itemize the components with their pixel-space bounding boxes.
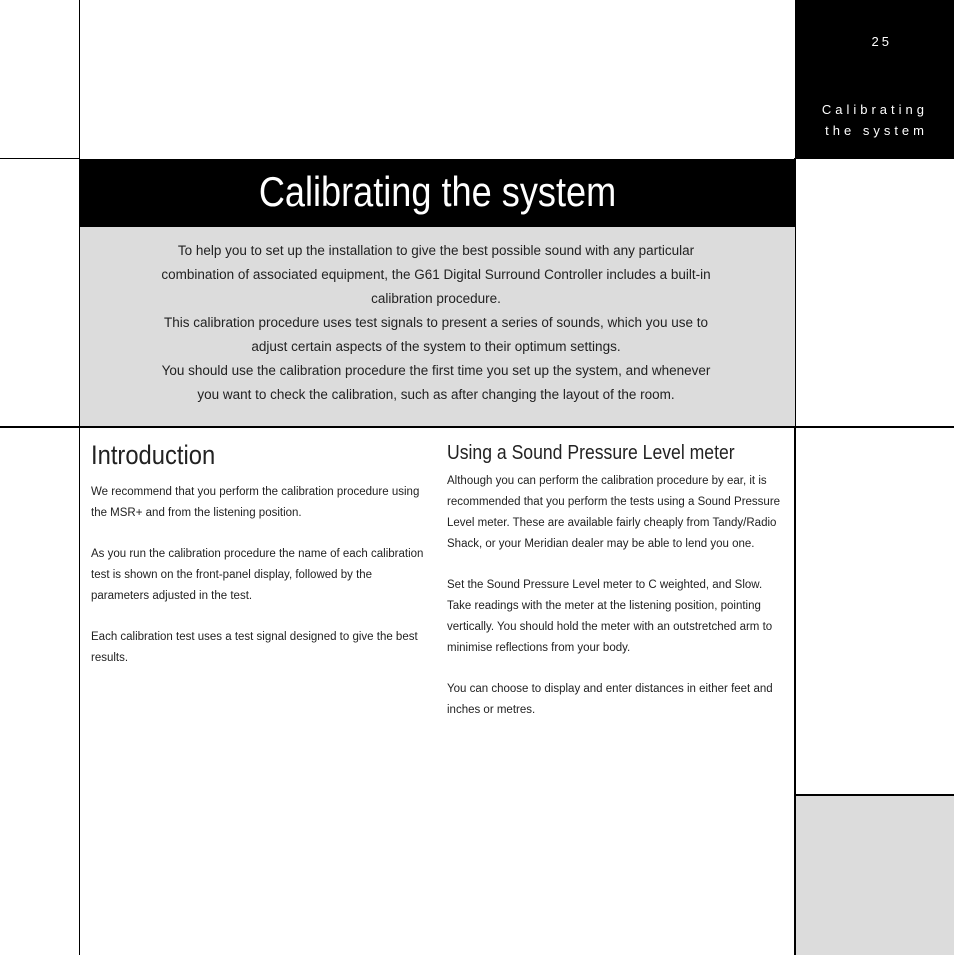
spl-meter-paragraph: You can choose to display and enter distances in either feet and inches or metres.	[447, 683, 773, 716]
intro-paragraph: You should use the calibration procedure the first time you set up the system, and whenever you want to check the calibration, such as after changing the layout of the room.	[161, 363, 711, 402]
introduction-heading: Introduction	[91, 440, 216, 470]
page-number: 25	[871, 34, 892, 49]
top-left-rule	[0, 158, 80, 159]
introduction-paragraph: As you run the calibration procedure the name of each calibration test is shown on the front-panel display, followed by the parameters adjusted in the test.	[91, 548, 424, 602]
page-corner-tab	[795, 0, 954, 159]
introduction-paragraph: Each calibration test uses a test signal designed to give the best results.	[91, 631, 418, 664]
intro-paragraph: This calibration procedure uses test signals to present a series of sounds, which you use to adjust certain aspects of the system to their optimum settings.	[163, 315, 709, 354]
right-bottom-panel	[796, 796, 954, 955]
spl-meter-paragraph: Although you can perform the calibration procedure by ear, it is recommended that you perform the tests using a Sound Pressure Level meter. These are available fairly cheaply from Tandy/Radio Shack, or your Meridian dealer may be able to lend you one.	[447, 475, 781, 550]
introduction-column	[91, 438, 426, 689]
introduction-paragraph: We recommend that you perform the calibration procedure using the MSR+ and from the listening position.	[91, 486, 420, 519]
spl-meter-paragraph: Set the Sound Pressure Level meter to C weighted, and Slow. Take readings with the meter at the listening position, pointing vertically. You should hold the meter with an outstretched arm to minimise reflections from your body.	[447, 579, 773, 654]
section-label: Calibrating the system	[821, 102, 928, 138]
intro-text	[156, 239, 716, 407]
intro-band	[80, 227, 795, 426]
spl-meter-column	[447, 438, 787, 741]
intro-paragraph: To help you to set up the installation to give the best possible sound with any particular combination of associated equipment, the G61 Digital Surround Controller includes a built-in calibration procedure.	[161, 243, 711, 306]
section-divider-rule	[0, 426, 954, 428]
spl-meter-heading: Using a Sound Pressure Level meter	[447, 442, 735, 464]
page-title: Calibrating the system	[258, 168, 617, 215]
left-margin-rule	[79, 0, 80, 955]
title-bar	[80, 159, 795, 227]
